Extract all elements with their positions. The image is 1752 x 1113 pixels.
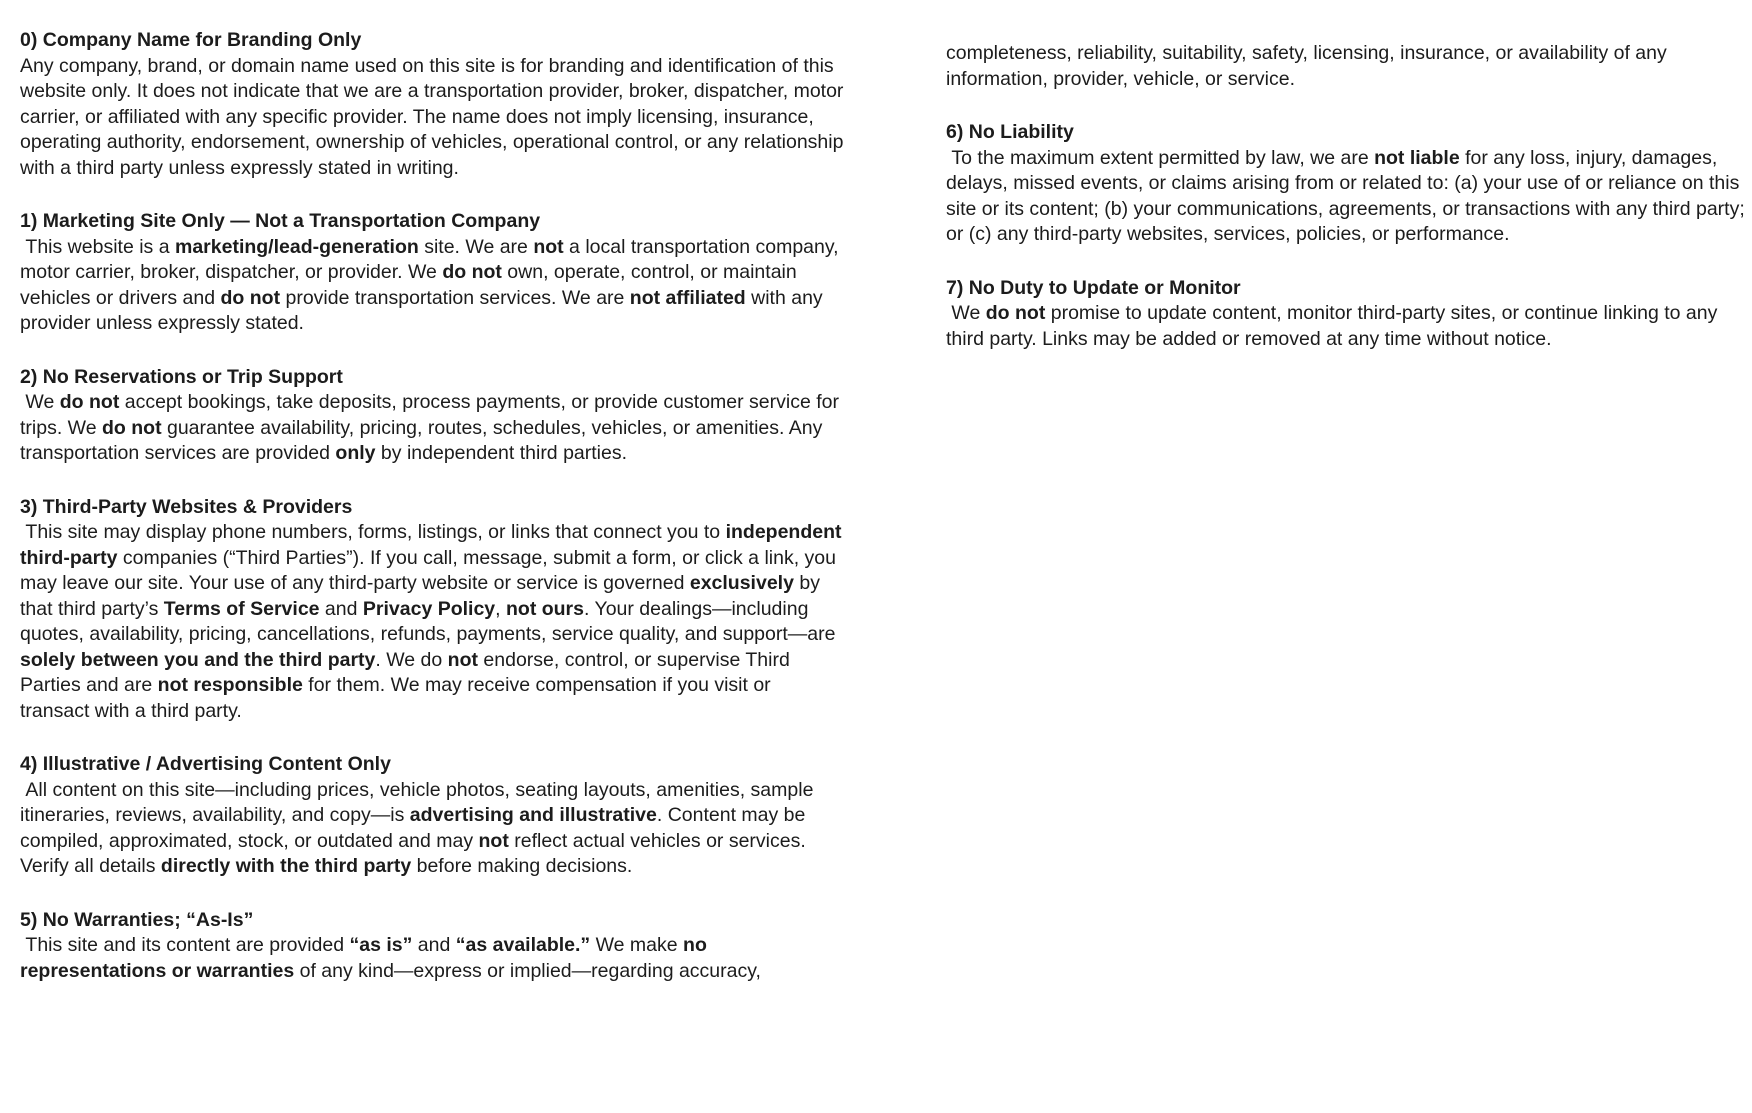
section-illustrative-content-heading: 4) Illustrative / Advertising Content Only <box>20 753 391 775</box>
section-third-party <box>20 495 847 725</box>
section-no-warranties-continuation <box>946 41 1748 92</box>
section-third-party-body: This site may display phone numbers, forms, listings, or links that connect you to independent third-party companies (“Third Parties”). If you call, message, submit a form, or click a link, you may leave our site. Your use of any third-party website or service is governed exclusively by that third party’s Terms of Service and Privacy Policy, not ours. Your dealings—including quotes, availability, pricing, cancellations, refunds, payments, service quality, and support—are solely between you and the third party. We do not endorse, control, or supervise Third Parties and are not responsible for them. We may receive compensation if you visit or transact with a third party. <box>20 521 847 722</box>
section-marketing-site-only-body: This website is a marketing/lead-generation site. We are not a local transportation company, motor carrier, broker, dispatcher, or provider. We do not own, operate, control, or maintain vehicles or drivers and do not provide transportation services. We are not affiliated with any provider unless expressly stated. <box>20 235 845 334</box>
section-no-warranties-body: This site and its content are provided “as is” and “as available.” We make no representations or warranties of any kind—express or implied—regarding accuracy, <box>20 934 761 982</box>
section-no-reservations-heading: 2) No Reservations or Trip Support <box>20 365 343 388</box>
section-no-reservations-body: We do not accept bookings, take deposits, process payments, or provide customer service for trips. We do not guarantee availability, pricing, routes, schedules, vehicles, or amenities. Any transportation services are provided only by independent third parties. <box>20 391 845 464</box>
section-no-warranties-heading: 5) No Warranties; “As-Is” <box>20 908 254 931</box>
section-third-party-heading: 3) Third-Party Websites & Providers <box>20 495 353 518</box>
section-no-duty-to-update-heading: 7) No Duty to Update or Monitor <box>946 276 1241 299</box>
section-no-warranties-continuation-body: completeness, reliability, suitability, safety, licensing, insurance, or availability of any information, provider, vehicle, or service. <box>946 42 1673 90</box>
section-marketing-site-only-heading: 1) Marketing Site Only — Not a Transportation Company <box>20 210 541 232</box>
section-branding-only-heading: 0) Company Name for Branding Only <box>20 29 362 51</box>
section-marketing-site-only <box>20 209 844 337</box>
section-no-liability-heading: 6) No Liability <box>946 121 1074 143</box>
section-no-reservations <box>20 365 844 467</box>
section-illustrative-content-body: All content on this site—including prices, vehicle photos, seating layouts, amenities, sample itineraries, reviews, availability, and copy—is advertising and illustrative. Content may be compiled, approximated, stock, or outdated and may not reflect actual vehicles or services. Verify all details directly with the third party before making decisions. <box>20 778 819 877</box>
section-no-liability <box>946 120 1751 248</box>
section-no-duty-to-update-body: We do not promise to update content, monitor third-party sites, or continue linking to any third party. Links may be added or removed at any time without notice. <box>946 302 1723 350</box>
section-branding-only <box>20 28 849 181</box>
left-column <box>20 28 849 1113</box>
section-no-warranties <box>20 908 844 985</box>
section-illustrative-content <box>20 752 844 880</box>
right-column <box>946 41 1751 1113</box>
section-branding-only-body: Any company, brand, or domain name used on this site is for branding and identification of this website only. It does not indicate that we are a transportation provider, broker, dispatcher, motor carrier, or affiliated with any specific provider. The name does not imply licensing, insurance, operating authority, endorsement, ownership of vehicles, operational control, or any relationship with a third party unless expressly stated in writing. <box>20 54 849 179</box>
section-no-duty-to-update <box>946 276 1748 353</box>
section-no-liability-body: To the maximum extent permitted by law, we are not liable for any loss, injury, damages, delays, missed events, or claims arising from or related to: (a) your use of or reliance on this site or its content; (b) your communications, agreements, or transactions with any third party; or (c) any third-party websites, services, policies, or performance. <box>946 146 1751 245</box>
